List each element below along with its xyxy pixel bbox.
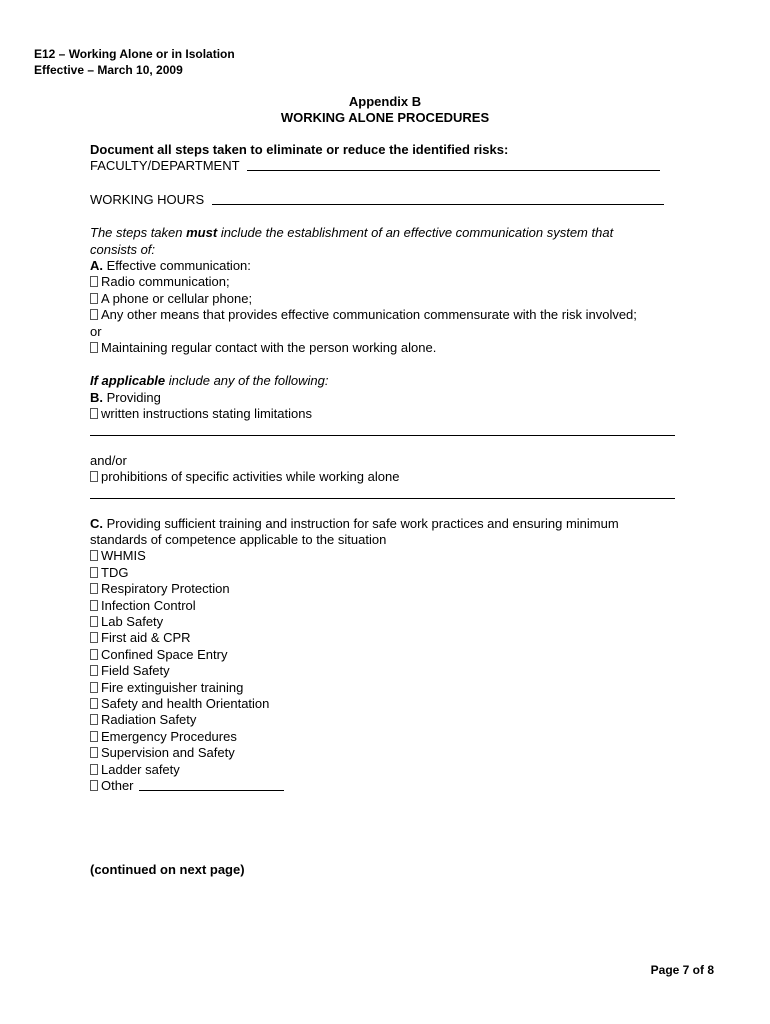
page-number: Page 7 of 8 [650,963,714,977]
prohibitions-input-line[interactable] [90,486,675,499]
checklist-item[interactable] [90,406,690,422]
checkbox-icon[interactable] [90,616,98,627]
checklist-item[interactable] [90,548,690,564]
checkbox-icon[interactable] [90,567,98,578]
item-label: WHMIS [101,548,146,564]
section-c-heading [90,516,690,532]
checklist-item[interactable] [90,630,690,646]
item-label: Emergency Procedures [101,728,237,744]
intro-heading: Document all steps taken to eliminate or reduce the identified risks: [90,142,509,157]
item-label: Any other means that provides effective communication commensurate with the risk involved; [101,307,637,323]
section-a-heading [90,258,690,274]
document-header [34,46,235,78]
steps-text-post: include the establishment of an effective communication system that [220,225,614,241]
checklist-item[interactable] [90,745,690,761]
section-a-letter: A. [90,258,103,274]
continued-note: (continued on next page) [90,862,245,877]
item-label: written instructions stating limitations [101,406,312,422]
appendix-title: WORKING ALONE PROCEDURES [280,110,490,125]
item-label: Confined Space Entry [101,646,228,662]
item-label: A phone or cellular phone; [101,290,253,306]
section-c-title-line2: standards of competence applicable to the situation [90,531,387,547]
item-label: Ladder safety [101,761,180,777]
checklist-item[interactable] [90,696,690,712]
item-label: Field Safety [101,663,170,679]
checkbox-icon[interactable] [90,550,98,561]
checklist-item[interactable] [90,581,690,597]
checklist-item[interactable] [90,663,690,679]
section-b-heading [90,390,690,406]
steps-paragraph-line2: consists of: [90,241,156,257]
checklist-item[interactable] [90,712,690,728]
header-policy-title: E12 – Working Alone or in Isolation [34,47,235,61]
applicable-rest: include any of the following: [168,373,329,389]
section-b-letter: B. [90,389,103,405]
section-a-title: Effective communication: [106,258,251,274]
section-c-letter: C. [90,515,103,531]
or-text: or [90,323,102,339]
applicable-bold: If applicable [90,373,166,389]
item-label: Radiation Safety [101,712,197,728]
checkbox-icon[interactable] [90,583,98,594]
checkbox-icon[interactable] [90,276,98,287]
checkbox-icon[interactable] [90,747,98,758]
item-label: Maintaining regular contact with the person working alone. [101,340,437,356]
checkbox-icon[interactable] [90,780,98,791]
checklist-item[interactable] [90,729,690,745]
checklist-item[interactable] [90,680,690,696]
checklist-item[interactable] [90,307,690,323]
checkbox-icon[interactable] [90,665,98,676]
checkbox-icon[interactable] [90,342,98,353]
hours-field-row [90,192,690,208]
item-label: TDG [101,564,129,580]
item-label: Supervision and Safety [101,745,235,761]
checkbox-icon[interactable] [90,714,98,725]
checklist-item[interactable] [90,598,690,614]
section-b-title: Providing [106,389,161,405]
item-label: prohibitions of specific activities while working alone [101,469,400,485]
item-label: Respiratory Protection [101,581,230,597]
item-label: Radio communication; [101,274,230,290]
header-effective-date: Effective – March 10, 2009 [34,63,183,77]
appendix-label: Appendix B [348,94,422,109]
checklist-item[interactable] [90,469,690,485]
checklist-item-other[interactable] [90,778,690,794]
item-label: Other [101,778,134,793]
checkbox-icon[interactable] [90,698,98,709]
item-label: Lab Safety [101,613,164,629]
steps-text-must: must [186,225,218,241]
procedure-body [90,142,690,794]
checklist-item[interactable] [90,340,690,356]
checkbox-icon[interactable] [90,632,98,643]
checkbox-icon[interactable] [90,731,98,742]
item-label: Infection Control [101,597,196,613]
checkbox-icon[interactable] [90,471,98,482]
hours-label: WORKING HOURS [90,191,205,207]
item-label: Fire extinguisher training [101,679,244,695]
item-label: First aid & CPR [101,630,191,646]
andor-text: and/or [90,452,127,468]
checklist-item[interactable] [90,291,690,307]
checkbox-icon[interactable] [90,293,98,304]
checkbox-icon[interactable] [90,309,98,320]
other-input-line[interactable] [139,778,284,791]
steps-text-pre: The steps taken [90,225,183,241]
faculty-label: FACULTY/DEPARTMENT [90,158,240,174]
checklist-item[interactable] [90,762,690,778]
checklist-item[interactable] [90,647,690,663]
written-instructions-input-line[interactable] [90,423,675,436]
checkbox-icon[interactable] [90,649,98,660]
faculty-input-line[interactable] [247,158,660,171]
checklist-item[interactable] [90,274,690,290]
checkbox-icon[interactable] [90,682,98,693]
checkbox-icon[interactable] [90,408,98,419]
checkbox-icon[interactable] [90,600,98,611]
checklist-item[interactable] [90,614,690,630]
applicable-heading [90,373,690,389]
checklist-item[interactable] [90,565,690,581]
hours-input-line[interactable] [212,192,664,205]
checkbox-icon[interactable] [90,764,98,775]
section-c-title: Providing sufficient training and instruction for safe work practices and ensuring minimum [106,515,619,531]
item-label: Safety and health Orientation [101,695,270,711]
steps-paragraph [90,225,690,241]
faculty-field-row [90,158,690,174]
